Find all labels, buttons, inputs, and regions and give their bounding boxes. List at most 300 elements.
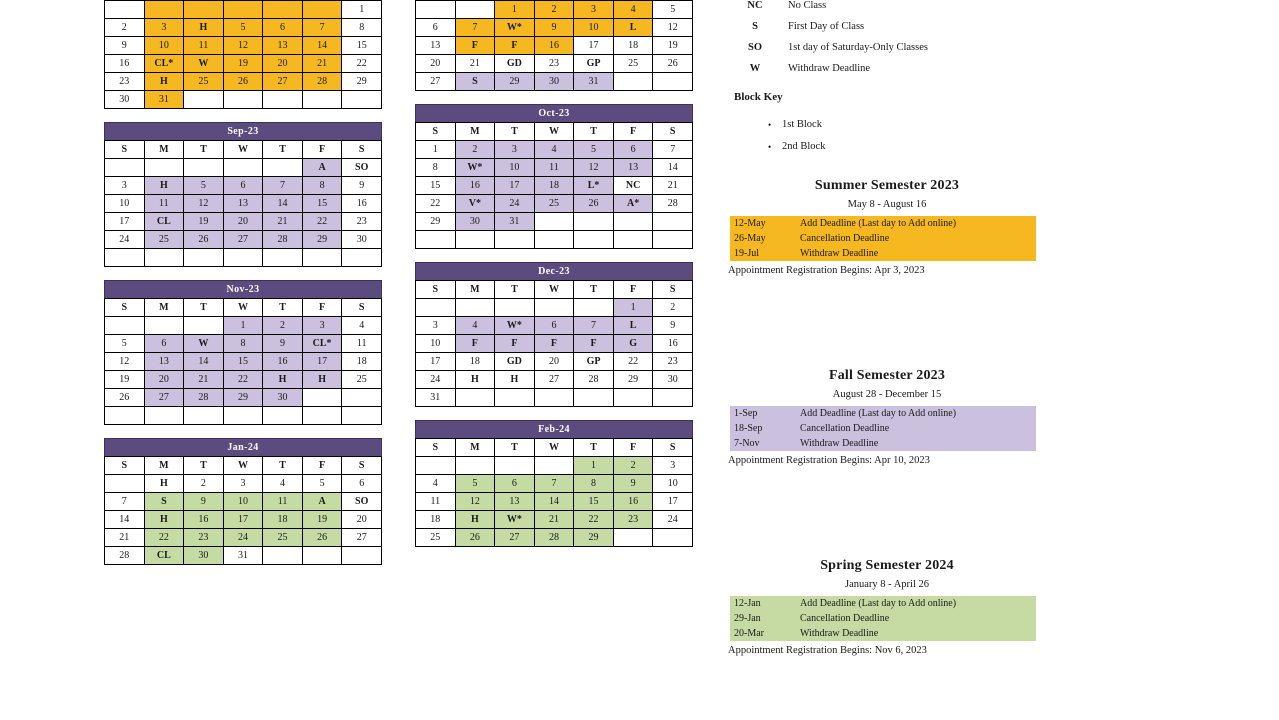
weekday-header: M [455,439,495,457]
weekday-header-row [416,281,693,299]
day-cell: 5 [302,475,342,493]
day-cell: F [495,335,535,353]
day-cell: 4 [534,141,574,159]
day-cell: 6 [416,19,456,37]
day-cell: 20 [263,55,303,73]
day-cell: F [455,335,495,353]
month-jan-24 [104,438,382,565]
weekday-header: S [416,439,456,457]
semester-date-range: August 28 - December 15 [832,389,942,400]
day-cell: 18 [455,353,495,371]
week-row [105,159,382,177]
day-cell: 16 [534,37,574,55]
day-cell: 29 [613,371,653,389]
day-cell: H [455,511,495,529]
day-cell: 22 [574,511,614,529]
day-cell: W* [495,317,535,335]
week-row [416,37,693,55]
day-cell: 20 [223,213,263,231]
day-cell: 8 [574,475,614,493]
weekday-header-row [416,439,693,457]
day-cell: 14 [263,195,303,213]
day-cell: 11 [416,493,456,511]
weekday-header: M [144,299,184,317]
weekday-header-row [105,457,382,475]
day-cell: W* [495,19,535,37]
week-row [105,37,382,55]
weekday-header: T [574,439,614,457]
day-cell: 16 [455,177,495,195]
day-cell [534,231,574,249]
day-cell: H [455,371,495,389]
day-cell: H [144,177,184,195]
day-cell: 28 [184,389,224,407]
day-cell: 23 [613,511,653,529]
day-cell: 27 [223,231,263,249]
weekday-header: T [263,141,303,159]
day-cell: A [302,159,342,177]
weekday-header: T [184,141,224,159]
day-cell: 31 [495,213,535,231]
day-cell: 6 [223,177,263,195]
day-cell [144,249,184,267]
month-feb-24 [415,420,693,547]
key-code: NC [747,0,763,11]
day-cell: 30 [105,91,145,109]
day-cell: 19 [105,371,145,389]
day-cell: 18 [613,37,653,55]
day-cell: 26 [455,529,495,547]
week-row [416,317,693,335]
registration-note: Appointment Registration Begins: Apr 10, 2023 [728,455,930,466]
week-row [416,475,693,493]
day-cell [342,407,382,425]
day-cell: 1 [342,1,382,19]
deadline-table [730,406,1036,451]
day-cell: 13 [613,159,653,177]
week-row [416,335,693,353]
day-cell: 21 [653,177,693,195]
day-cell: 9 [105,37,145,55]
block-key-item-1: 1st Block [782,119,822,130]
week-row [416,371,693,389]
week-row [416,55,693,73]
day-cell: 4 [416,475,456,493]
day-cell: 25 [613,55,653,73]
deadline-row [730,626,1036,641]
weekday-header: S [105,299,145,317]
day-cell: 19 [184,213,224,231]
day-cell: 11 [534,159,574,177]
day-cell: 29 [416,213,456,231]
semester-title: Fall Semester 2023 [828,368,946,383]
week-row [416,389,693,407]
day-cell [653,73,693,91]
day-cell: 7 [653,141,693,159]
week-row [105,389,382,407]
weekday-header: F [613,123,653,141]
weekday-header: M [455,123,495,141]
day-cell: 3 [653,457,693,475]
deadline-date: 18-Sep [730,421,796,436]
month-sep-23 [104,122,382,267]
day-cell: 3 [495,141,535,159]
day-cell: 22 [613,353,653,371]
day-cell [263,159,303,177]
day-cell: G [613,335,653,353]
deadline-row [730,421,1036,436]
day-cell: 8 [416,159,456,177]
day-cell [144,317,184,335]
deadline-date: 29-Jan [730,611,796,626]
day-cell [302,389,342,407]
day-cell [184,407,224,425]
day-cell: CL* [302,335,342,353]
day-cell: 14 [653,159,693,177]
day-cell: 15 [574,493,614,511]
day-cell: 5 [184,177,224,195]
day-cell [416,1,456,19]
day-cell [613,73,653,91]
day-cell: 13 [223,195,263,213]
day-cell [342,547,382,565]
day-cell: 22 [416,195,456,213]
day-cell: 17 [223,511,263,529]
day-cell: 24 [495,195,535,213]
key-code: SO [747,42,762,53]
day-cell: 8 [342,19,382,37]
semester-summary-spring [722,558,1052,656]
day-cell: 1 [574,457,614,475]
block-key-item-2: 2nd Block [782,141,826,152]
day-cell: 28 [534,529,574,547]
day-cell: W* [455,159,495,177]
weekday-header: S [105,141,145,159]
weekday-header: T [263,457,303,475]
day-cell: 28 [574,371,614,389]
day-cell: H [263,371,303,389]
week-row [416,19,693,37]
month-aug-23 [415,0,693,91]
week-row [105,213,382,231]
weekday-header: T [263,299,303,317]
day-cell: 31 [144,91,184,109]
day-cell: 3 [223,475,263,493]
day-cell: 23 [342,213,382,231]
day-cell [574,231,614,249]
day-cell: 17 [105,213,145,231]
month-title: Feb-24 [415,420,693,438]
day-cell [342,249,382,267]
deadline-row [730,231,1036,246]
day-cell: 25 [416,529,456,547]
day-cell: A [302,493,342,511]
weekday-header-row [416,123,693,141]
day-cell: 27 [416,73,456,91]
day-cell: F [534,335,574,353]
month-title: Nov-23 [104,280,382,298]
day-cell: 3 [144,19,184,37]
week-row [105,493,382,511]
deadline-date: 26-May [730,231,796,246]
key-description: No Class [788,0,827,11]
week-row [105,511,382,529]
day-cell [302,407,342,425]
day-cell: 9 [534,19,574,37]
day-cell [455,1,495,19]
day-cell: 17 [653,493,693,511]
day-cell: 21 [302,55,342,73]
day-cell: 18 [263,511,303,529]
week-row [105,353,382,371]
month-grid [415,122,693,249]
weekday-header: M [144,457,184,475]
deadline-date: 12-Jan [730,596,796,611]
day-cell: 30 [342,231,382,249]
day-cell [302,249,342,267]
day-cell: 11 [144,195,184,213]
day-cell: 29 [574,529,614,547]
day-cell: 10 [223,493,263,511]
day-cell: 26 [223,73,263,91]
month-grid [415,0,693,91]
day-cell: 12 [653,19,693,37]
weekday-header: S [105,457,145,475]
day-cell: 8 [223,335,263,353]
day-cell: 1 [495,1,535,19]
weekday-header: W [223,457,263,475]
deadline-row [730,611,1036,626]
day-cell: CL [144,213,184,231]
day-cell [184,159,224,177]
day-cell: 19 [653,37,693,55]
day-cell: 23 [534,55,574,73]
day-cell: 26 [302,529,342,547]
key-description: 1st day of Saturday-Only Classes [788,42,928,53]
day-cell [416,231,456,249]
day-cell: 11 [342,335,382,353]
weekday-header: M [455,281,495,299]
week-row [105,177,382,195]
day-cell: H [144,475,184,493]
day-cell [263,1,303,19]
day-cell: 28 [263,231,303,249]
deadline-label: Withdraw Deadline [796,436,1036,451]
week-row [416,353,693,371]
deadline-date: 7-Nov [730,436,796,451]
semester-summary-fall [722,368,1052,466]
day-cell: 5 [574,141,614,159]
day-cell: 12 [455,493,495,511]
day-cell [613,389,653,407]
day-cell [184,317,224,335]
day-cell: 12 [184,195,224,213]
week-row [105,231,382,249]
month-grid [415,280,693,407]
day-cell: 31 [223,547,263,565]
month-grid [104,456,382,565]
day-cell: 7 [534,475,574,493]
day-cell: 10 [495,159,535,177]
week-row [416,457,693,475]
day-cell: 20 [534,353,574,371]
day-cell: 22 [144,529,184,547]
day-cell: 18 [342,353,382,371]
weekday-header: M [144,141,184,159]
deadline-label: Add Deadline (Last day to Add online) [796,406,1036,421]
day-cell: 12 [105,353,145,371]
weekday-header: T [574,123,614,141]
deadline-date: 20-Mar [730,626,796,641]
week-row [105,407,382,425]
day-cell: 31 [416,389,456,407]
day-cell: 26 [574,195,614,213]
day-cell: L [613,19,653,37]
day-cell: 4 [342,317,382,335]
day-cell [653,213,693,231]
semester-date-range: January 8 - April 26 [845,579,929,590]
day-cell: 24 [653,511,693,529]
day-cell: 24 [223,529,263,547]
week-row [105,19,382,37]
week-row [416,493,693,511]
weekday-header: W [223,141,263,159]
day-cell: H [495,371,535,389]
deadline-date: 1-Sep [730,406,796,421]
day-cell [455,299,495,317]
day-cell: 15 [342,37,382,55]
day-cell: SO [342,159,382,177]
month-title: Jan-24 [104,438,382,456]
day-cell: 16 [342,195,382,213]
day-cell: 9 [184,493,224,511]
day-cell: 28 [105,547,145,565]
day-cell: 26 [653,55,693,73]
day-cell: 14 [302,37,342,55]
day-cell: 6 [495,475,535,493]
month-title: Sep-23 [104,122,382,140]
day-cell [495,299,535,317]
day-cell: 27 [342,529,382,547]
day-cell: 16 [263,353,303,371]
day-cell: H [144,73,184,91]
day-cell [223,91,263,109]
day-cell [534,457,574,475]
day-cell [105,407,145,425]
day-cell [105,159,145,177]
day-cell: 19 [223,55,263,73]
month-grid [104,140,382,267]
day-cell: 18 [534,177,574,195]
day-cell: 16 [184,511,224,529]
day-cell: 21 [184,371,224,389]
day-cell: 6 [613,141,653,159]
day-cell: 24 [105,231,145,249]
day-cell: 25 [534,195,574,213]
day-cell: 28 [302,73,342,91]
day-cell: 9 [653,317,693,335]
deadline-label: Withdraw Deadline [796,626,1036,641]
day-cell: 1 [613,299,653,317]
day-cell: 5 [223,19,263,37]
weekday-header-row [105,141,382,159]
day-cell: 23 [184,529,224,547]
day-cell: 29 [495,73,535,91]
day-cell: 8 [302,177,342,195]
key-description: Withdraw Deadline [788,63,871,74]
weekday-header: S [342,141,382,159]
day-cell: F [455,37,495,55]
day-cell: 30 [653,371,693,389]
week-row [416,177,693,195]
day-cell [144,159,184,177]
day-cell [263,407,303,425]
deadline-row [730,406,1036,421]
day-cell: 11 [184,37,224,55]
day-cell: 29 [302,231,342,249]
month-oct-23 [415,104,693,249]
day-cell [105,475,145,493]
week-row [105,335,382,353]
day-cell: 14 [184,353,224,371]
week-row [416,231,693,249]
calendar-column-left [104,0,382,578]
day-cell: 25 [184,73,224,91]
day-cell [223,249,263,267]
day-cell: 1 [416,141,456,159]
day-cell: S [144,493,184,511]
weekday-header: F [613,439,653,457]
month-nov-23 [104,280,382,425]
semester-date-range: May 8 - August 16 [847,199,927,210]
day-cell: 2 [263,317,303,335]
day-cell: 16 [105,55,145,73]
deadline-label: Add Deadline (Last day to Add online) [796,216,1036,231]
day-cell: 6 [534,317,574,335]
block-bullet-2: • [768,142,772,152]
deadline-row [730,216,1036,231]
day-cell [416,457,456,475]
day-cell [105,249,145,267]
day-cell [455,389,495,407]
week-row [416,141,693,159]
day-cell [416,299,456,317]
day-cell: 21 [455,55,495,73]
deadline-label: Add Deadline (Last day to Add online) [796,596,1036,611]
deadline-date: 19-Jul [730,246,796,261]
weekday-header: S [653,281,693,299]
week-row [416,159,693,177]
day-cell: 13 [495,493,535,511]
day-cell: 13 [144,353,184,371]
day-cell [653,389,693,407]
day-cell: 6 [263,19,303,37]
day-cell: GP [574,353,614,371]
day-cell: 30 [184,547,224,565]
day-cell: 13 [416,37,456,55]
day-cell: S [455,73,495,91]
day-cell: 5 [105,335,145,353]
week-row [105,195,382,213]
weekday-header: S [342,457,382,475]
day-cell: 5 [653,1,693,19]
day-cell: 23 [105,73,145,91]
weekday-header: T [495,439,535,457]
day-cell [534,299,574,317]
day-cell [144,1,184,19]
deadline-date: 12-May [730,216,796,231]
day-cell: GP [574,55,614,73]
